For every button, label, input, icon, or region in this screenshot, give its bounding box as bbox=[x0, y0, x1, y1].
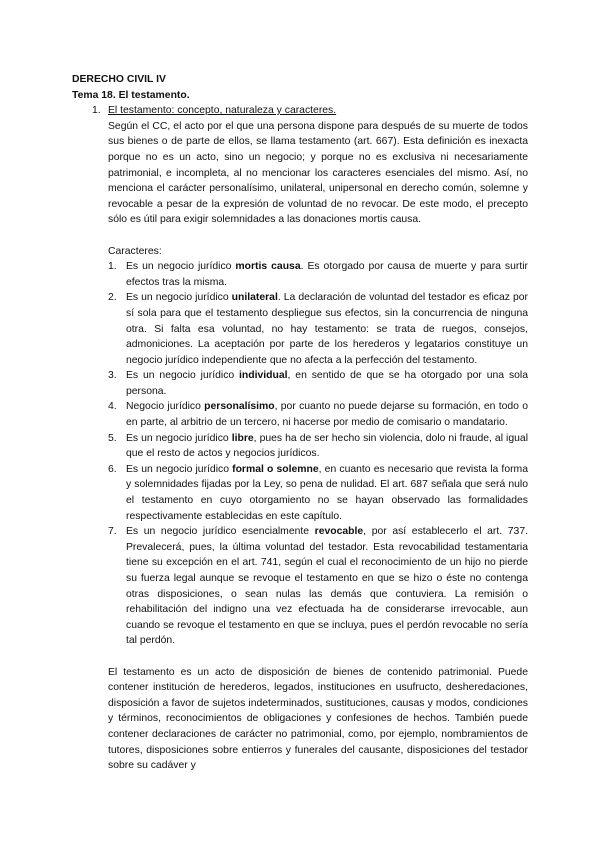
list-item bbox=[108, 399, 528, 430]
list-item-text: Es un negocio jurídico bbox=[126, 370, 240, 382]
list-item-keyword: libre bbox=[231, 432, 254, 444]
list-item-keyword: personalísimo bbox=[204, 401, 275, 413]
list-item-keyword: revocable bbox=[314, 526, 364, 538]
characters-list bbox=[108, 259, 528, 649]
list-item-text: Es un negocio jurídico bbox=[126, 463, 233, 475]
list-item bbox=[108, 462, 528, 524]
list-item-number: 7. bbox=[108, 526, 117, 538]
list-item-number: 1. bbox=[108, 261, 117, 273]
list-item-number: 4. bbox=[108, 401, 117, 413]
section-number: 1. bbox=[92, 105, 101, 117]
list-item-text: . Es otorgado por causa de muerte y para surtir efectos tras la misma. bbox=[126, 261, 528, 288]
course-title: DERECHO CIVIL IV bbox=[72, 74, 166, 85]
list-item-text: Es un negocio jurídico bbox=[126, 432, 232, 444]
characters-label: Caracteres: bbox=[108, 245, 162, 257]
section-title: El testamento: concepto, naturaleza y caracteres. bbox=[108, 105, 337, 117]
list-item-text: . La declaración de voluntad del testador es eficaz por sí sola para que el testamento despliegue sus efectos, sin la concurrencia de ninguna otra. Si falta esa voluntad, no hay testamento: se trata de ruegos, consejos, admoniciones. La aceptación por parte de los herederos y legatarios constituye un negocio jurídico independiente que no afecta a la perfección del testamento. bbox=[126, 292, 528, 366]
list-item-text: Es un negocio jurídico bbox=[126, 261, 236, 273]
list-item-text: Es un negocio jurídico bbox=[126, 292, 232, 304]
list-item-keyword: formal o solemne bbox=[232, 463, 319, 475]
list-item-text: Es un negocio jurídico esencialmente bbox=[126, 526, 315, 538]
list-item-number: 2. bbox=[108, 292, 117, 304]
topic-title: Tema 18. El testamento. bbox=[72, 89, 190, 101]
list-item bbox=[108, 290, 528, 368]
section-1 bbox=[72, 103, 528, 774]
list-item-text: , en cuanto es necesario que revista la forma y solemnidades fijadas por la Ley, so pena de nulidad. El art. 687 señala que será nulo el testamento en cuyo otorgamiento no se hayan observado las formalidades respectivamente establecidas en este capítulo. bbox=[126, 463, 528, 522]
list-item-number: 6. bbox=[108, 463, 117, 475]
list-item-text: , pues ha de ser hecho sin violencia, dolo ni fraude, al igual que el resto de actos y negocios jurídicos. bbox=[126, 432, 528, 460]
list-item-text: , por así establecerlo el art. 737. Prevalecerá, pues, la última voluntad del testador. Esta revocabilidad testamentaria tiene su excepción en el art. 741, según el cual el reconocimiento de un hijo no pierde su fuerza legal aunque se revoque el testamento en que se hizo o éste no contenga otras disposiciones, o sean nulas las demás que contuviera. La remisión o rehabilitación del indigno una vez efectuada ha de considerarse irrevocable, aun cuando se revoque el testamento en que se incluya, pues el perdón revocable no sería tal perdón. bbox=[126, 526, 528, 647]
list-item bbox=[108, 259, 528, 290]
list-item-text: , por cuanto no puede dejarse su formación, en todo o en parte, al arbitrio de un tercero, ni hacerse por medio de comisario o mandatario. bbox=[126, 401, 528, 429]
list-item-keyword: individual bbox=[239, 370, 288, 382]
list-item-keyword: mortis causa bbox=[235, 261, 301, 273]
list-item bbox=[108, 524, 528, 649]
list-item-text: Negocio jurídico bbox=[126, 401, 205, 413]
list-item-keyword: unilateral bbox=[231, 292, 278, 304]
list-item-number: 3. bbox=[108, 370, 117, 382]
list-item bbox=[108, 368, 528, 399]
list-item-text: , en sentido de que se ha otorgado por una sola persona. bbox=[126, 370, 529, 397]
list-item bbox=[108, 431, 528, 462]
intro-paragraph: Según el CC, el acto por el que una persona dispone para después de su muerte de todos sus bienes o de parte de ellos, se llama testamento (art. 667). Esta definición es inexacta porque no es un acto, sino un negocio; y porque no es exclusiva ni necesariamente patrimonial, e incompleta, al no mencionar los caracteres esenciales del mismo. Así, no menciona el carácter personalísimo, unilateral, unipersonal en derecho común, solemne y revocable a pesar de la expresión de voluntad de no revocar. De este modo, el precepto sólo es útil para exigir solemnidades a las donaciones mortis causa. bbox=[108, 120, 528, 226]
spacer bbox=[108, 649, 528, 665]
spacer bbox=[108, 228, 528, 244]
list-item-number: 5. bbox=[108, 432, 117, 444]
closing-paragraph: El testamento es un acto de disposición de bienes de contenido patrimonial. Puede contener institución de herederos, legados, instituciones en usufructo, desheredaciones, disposición a favor de sujetos indeterminados, sustituciones, causas y modos, condiciones y términos, reconocimientos de obligaciones y confesiones de hechos. También puede contener declaraciones de carácter no patrimonial, como, por ejemplo, nombramientos de tutores, disposiciones sobre entierros y funerales del causante, disposiciones del testador sobre su cadáver y bbox=[108, 666, 528, 772]
document-content bbox=[72, 72, 528, 774]
